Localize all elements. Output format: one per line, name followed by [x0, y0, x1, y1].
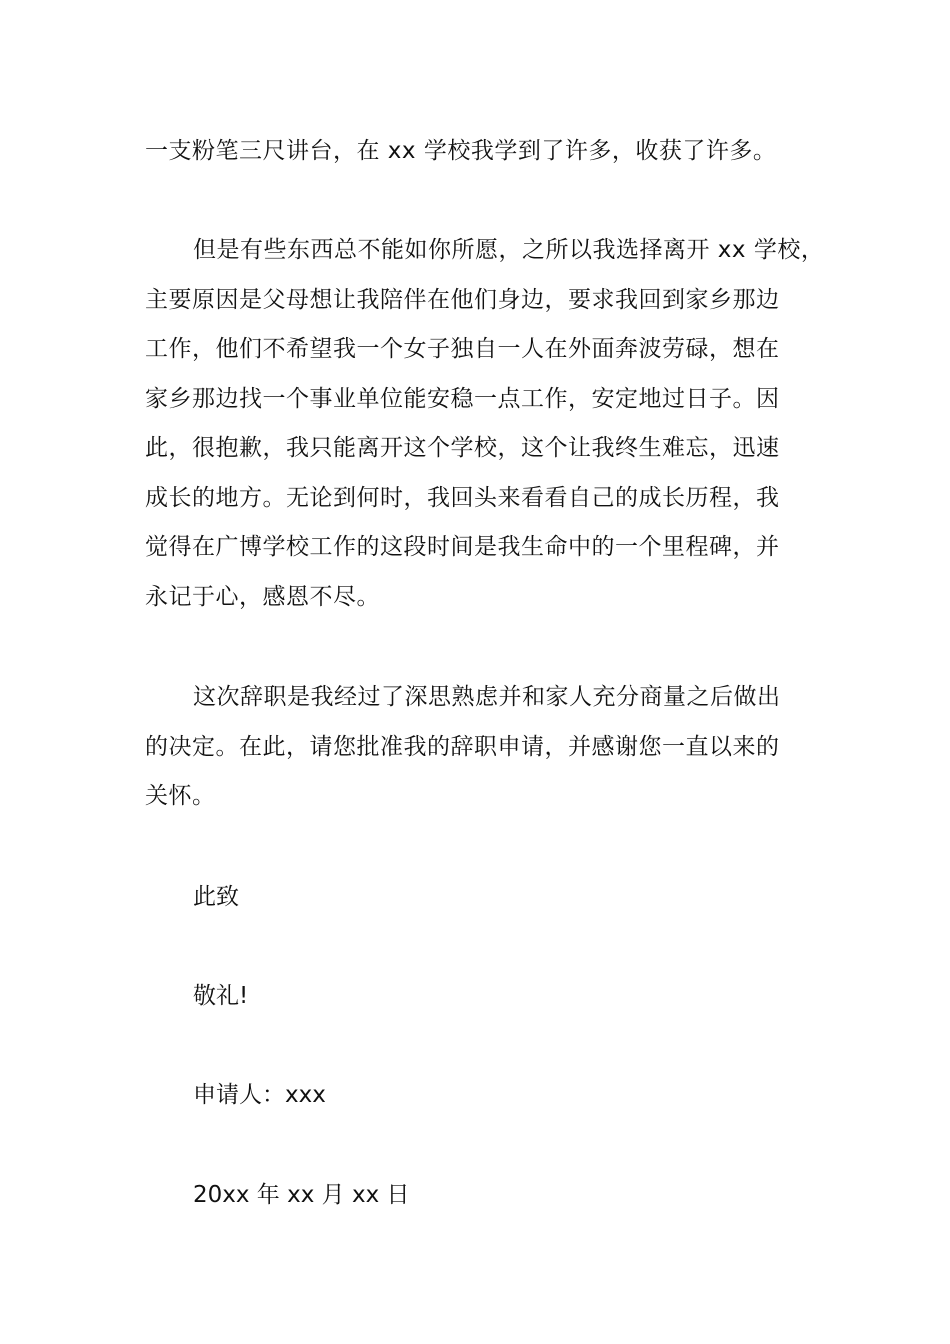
paragraph-3 — [145, 673, 835, 822]
paragraph-line: 的决定。在此，请您批准我的辞职申请，并感谢您一直以来的 — [145, 733, 780, 760]
paragraph-line: 一支粉笔三尺讲台，在 xx 学校我学到了许多，收获了许多。 — [145, 138, 777, 164]
paragraph-line: 但是有些东西总不能如你所愿，之所以我选择离开 xx 学校， — [193, 237, 825, 263]
paragraph-2 — [145, 226, 835, 622]
paragraph-line: 这次辞职是我经过了深思熟虑并和家人充分商量之后做出 — [193, 684, 781, 710]
paragraph-line: 关怀。 — [145, 783, 216, 809]
paragraph-line: 永记于心，感恩不尽。 — [145, 583, 380, 610]
paragraph-line: 成长的地方。无论到何时，我回头来看看自己的成长历程，我 — [145, 484, 780, 511]
paragraph-line: 工作，他们不希望我一个女子独自一人在外面奔波劳碌，想在 — [145, 336, 780, 362]
regards: 敬礼! — [193, 983, 249, 1009]
salutation: 此致 — [193, 884, 239, 910]
paragraph-line: 家乡那边找一个事业单位能安稳一点工作，安定地过日子。因 — [145, 385, 780, 412]
paragraph-line: 此，很抱歉，我只能离开这个学校，这个让我终生难忘，迅速 — [145, 435, 780, 461]
date: 20xx 年 xx 月 xx 日 — [193, 1182, 410, 1208]
paragraph-1 — [145, 127, 835, 177]
applicant: 申请人：xxx — [193, 1082, 326, 1108]
paragraph-line: 觉得在广博学校工作的这段时间是我生命中的一个里程碑，并 — [145, 534, 780, 560]
paragraph-line: 主要原因是父母想让我陪伴在他们身边，要求我回到家乡那边 — [145, 286, 780, 313]
